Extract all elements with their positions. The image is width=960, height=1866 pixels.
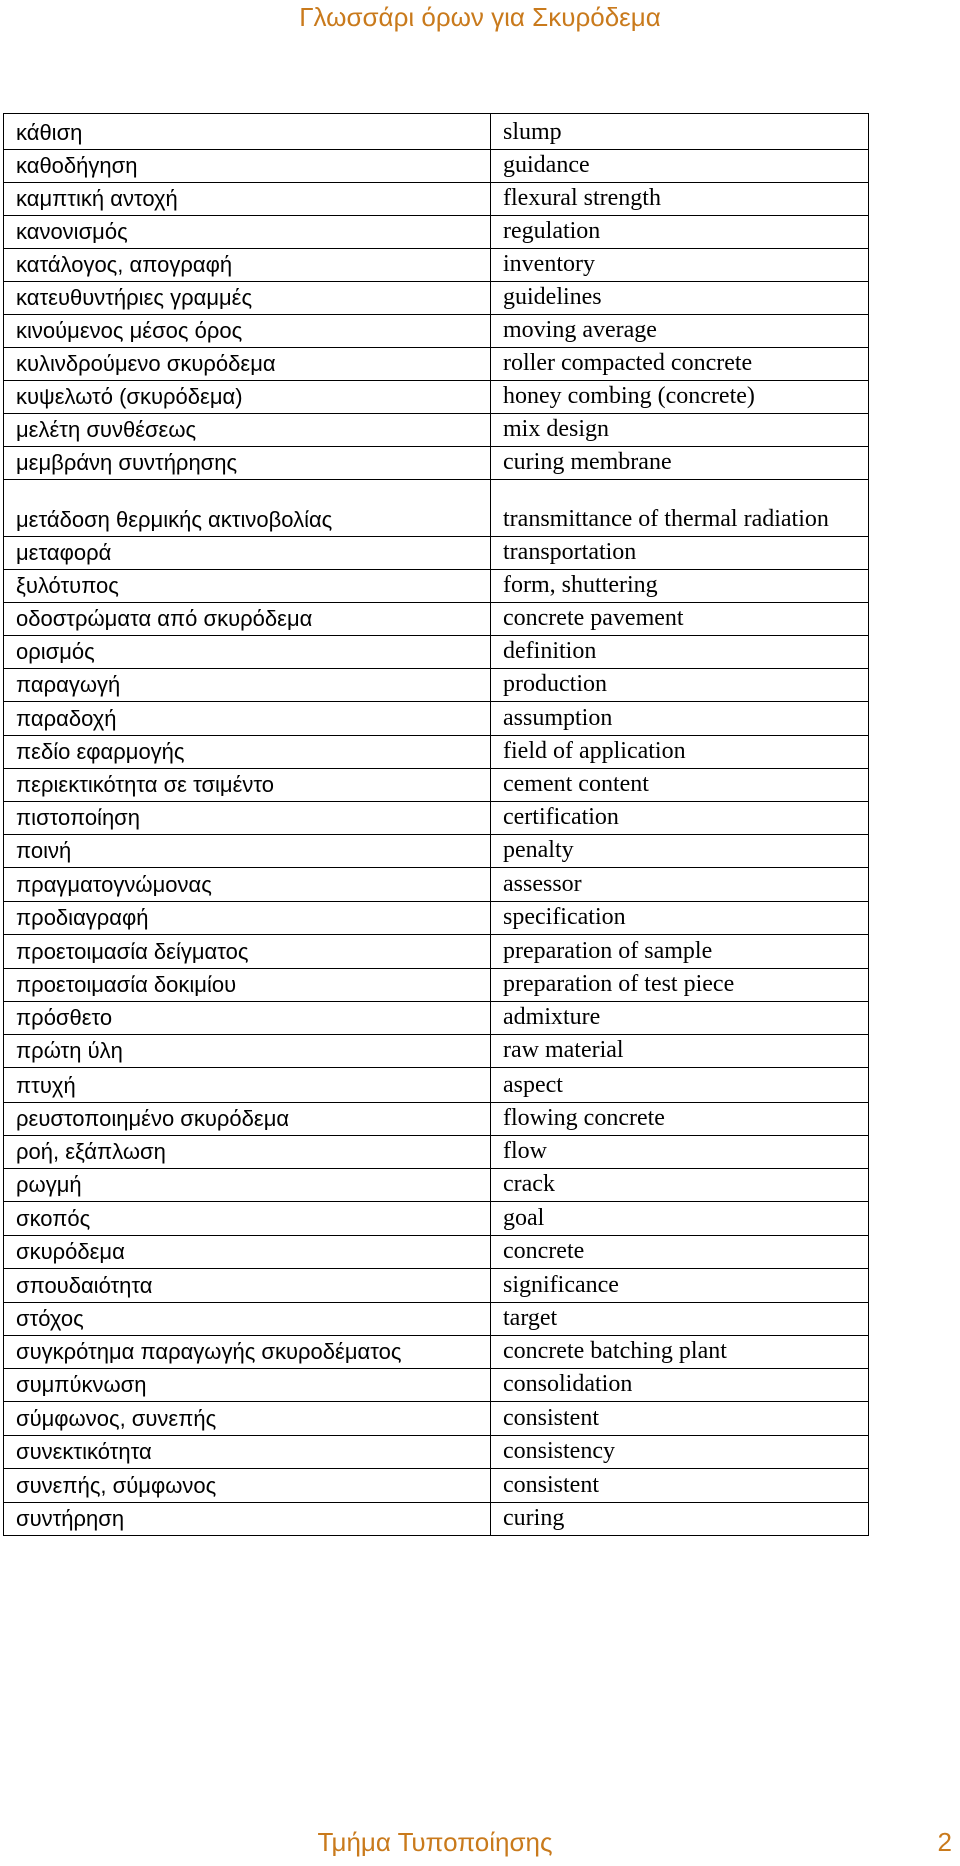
greek-term: καμπτική αντοχή [4,183,491,216]
greek-term: μελέτη συνθέσεως [4,414,491,447]
english-term: slump [491,114,869,150]
glossary-row [4,348,869,381]
english-term: concrete [491,1236,869,1269]
greek-term: πιστοποίηση [4,802,491,835]
glossary-row [4,1503,869,1536]
glossary-row [4,935,869,969]
greek-term: παραδοχή [4,702,491,736]
english-term: flexural strength [491,183,869,216]
greek-term: πεδίο εφαρμογής [4,736,491,769]
english-term: significance [491,1269,869,1303]
english-term: inventory [491,249,869,282]
glossary-row [4,1336,869,1369]
english-term: goal [491,1202,869,1236]
greek-term: ροή, εξάπλωση [4,1136,491,1169]
english-term: consistent [491,1402,869,1436]
english-term: transmittance of thermal radiation [491,480,869,537]
english-term: roller compacted concrete [491,348,869,381]
greek-term: κινούμενος μέσος όρος [4,315,491,348]
english-term: preparation of sample [491,935,869,969]
english-term: admixture [491,1002,869,1035]
greek-term: πραγματογνώμονας [4,868,491,902]
greek-term: οδοστρώματα από σκυρόδεμα [4,603,491,636]
glossary-row [4,1068,869,1103]
english-term: aspect [491,1068,869,1103]
english-term: target [491,1303,869,1336]
greek-term: καθοδήγηση [4,150,491,183]
english-term: guidelines [491,282,869,315]
english-term: flowing concrete [491,1103,869,1136]
glossary-row [4,150,869,183]
greek-term: μεταφορά [4,537,491,570]
english-term: cement content [491,769,869,802]
greek-term: στόχος [4,1303,491,1336]
greek-term: συντήρηση [4,1503,491,1536]
glossary-row [4,702,869,736]
english-term: consistency [491,1436,869,1469]
greek-term: περιεκτικότητα σε τσιμέντο [4,769,491,802]
english-term: form, shuttering [491,570,869,603]
glossary-row [4,802,869,835]
greek-term: σύμφωνος, συνεπής [4,1402,491,1436]
greek-term: ορισμός [4,636,491,669]
glossary-row [4,769,869,802]
greek-term: κυλινδρούμενο σκυρόδεμα [4,348,491,381]
english-term: moving average [491,315,869,348]
english-term: consistent [491,1469,869,1503]
glossary-row [4,902,869,935]
greek-term: ξυλότυπος [4,570,491,603]
greek-term: συμπύκνωση [4,1369,491,1402]
english-term: mix design [491,414,869,447]
greek-term: κατάλογος, απογραφή [4,249,491,282]
greek-term: κατευθυντήριες γραμμές [4,282,491,315]
english-term: curing membrane [491,447,869,480]
greek-term: κυψελωτό (σκυρόδεμα) [4,381,491,414]
glossary-row [4,480,869,537]
glossary-row [4,183,869,216]
english-term: concrete pavement [491,603,869,636]
greek-term: προετοιμασία δοκιμίου [4,969,491,1002]
greek-term: κανονισμός [4,216,491,249]
glossary-row [4,1436,869,1469]
greek-term: ρωγμή [4,1169,491,1202]
glossary-row [4,1002,869,1035]
glossary-row [4,1303,869,1336]
glossary-row [4,216,869,249]
glossary-row [4,282,869,315]
glossary-table [3,113,869,1536]
greek-term: σπουδαιότητα [4,1269,491,1303]
greek-term: ρευστοποιημένο σκυρόδεμα [4,1103,491,1136]
page-number: 2 [937,1827,952,1857]
english-term: definition [491,636,869,669]
greek-term: συνεκτικότητα [4,1436,491,1469]
english-term: concrete batching plant [491,1336,869,1369]
glossary-row [4,736,869,769]
glossary-row [4,669,869,702]
english-term: assumption [491,702,869,736]
glossary-row [4,570,869,603]
glossary-row [4,1103,869,1136]
english-term: regulation [491,216,869,249]
glossary-row [4,447,869,480]
greek-term: προετοιμασία δείγματος [4,935,491,969]
greek-term: συγκρότημα παραγωγής σκυροδέματος [4,1336,491,1369]
greek-term: μετάδοση θερμικής ακτινοβολίας [4,480,491,537]
glossary-row [4,414,869,447]
page-header [0,0,960,34]
english-term: curing [491,1503,869,1536]
page-title: Γλωσσάρι όρων για Σκυρόδεμα [299,2,661,32]
greek-term: συνεπής, σύμφωνος [4,1469,491,1503]
english-term: flow [491,1136,869,1169]
glossary-row [4,636,869,669]
glossary-row [4,1136,869,1169]
greek-term: μεμβράνη συντήρησης [4,447,491,480]
english-term: certification [491,802,869,835]
glossary-row [4,969,869,1002]
english-term: honey combing (concrete) [491,381,869,414]
glossary-row [4,537,869,570]
glossary-row [4,315,869,348]
greek-term: κάθιση [4,114,491,150]
glossary-row [4,1202,869,1236]
glossary-row [4,249,869,282]
english-term: transportation [491,537,869,570]
glossary-row [4,603,869,636]
english-term: production [491,669,869,702]
greek-term: πρώτη ύλη [4,1035,491,1068]
glossary-row [4,1402,869,1436]
english-term: guidance [491,150,869,183]
page-footer [0,1823,960,1861]
glossary-row [4,1269,869,1303]
english-term: preparation of test piece [491,969,869,1002]
english-term: assessor [491,868,869,902]
glossary-row [4,1035,869,1068]
glossary-row [4,1469,869,1503]
greek-term: σκοπός [4,1202,491,1236]
greek-term: πτυχή [4,1068,491,1103]
glossary-body [4,114,869,1536]
greek-term: πρόσθετο [4,1002,491,1035]
greek-term: σκυρόδεμα [4,1236,491,1269]
glossary-row [4,1236,869,1269]
glossary-row [4,1369,869,1402]
glossary-row [4,835,869,868]
english-term: raw material [491,1035,869,1068]
english-term: field of application [491,736,869,769]
greek-term: προδιαγραφή [4,902,491,935]
english-term: crack [491,1169,869,1202]
glossary-row [4,1169,869,1202]
greek-term: παραγωγή [4,669,491,702]
glossary-row [4,381,869,414]
english-term: consolidation [491,1369,869,1402]
glossary-row [4,114,869,150]
english-term: specification [491,902,869,935]
glossary-row [4,868,869,902]
english-term: penalty [491,835,869,868]
footer-department: Τμήμα Τυποποίησης [317,1827,553,1857]
greek-term: ποινή [4,835,491,868]
